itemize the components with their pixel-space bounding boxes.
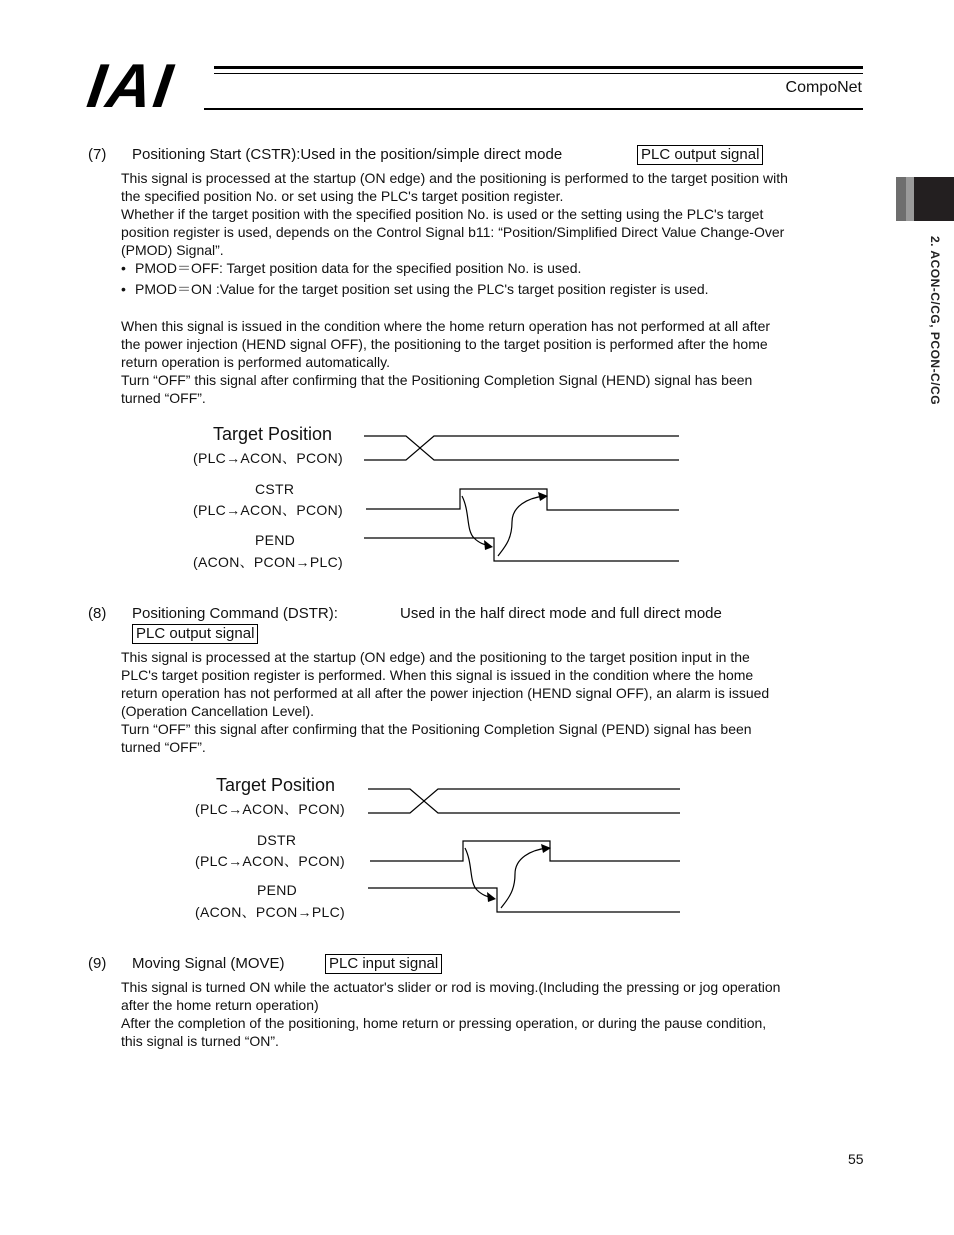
diagram-8-target-label: Target Position [216,775,336,795]
text-line: (Operation Cancellation Level). [121,703,314,719]
arrow-head [487,892,496,902]
text-line: position register is used, depends on the Control Signal b11: “Position/Simplified Direct Value Change-Over [121,224,785,240]
causality-arrow [501,848,547,908]
text-line: PLC's target position register is performed. When this signal is issued in the condition where the home [121,667,754,683]
text-line: the power injection (HEND signal OFF), the positioning to the target position is performed after the home [121,336,768,352]
section-9-para1 [121,978,780,1050]
section-8-title: Positioning Command (DSTR): [132,605,338,622]
diagram-8-target-dir: (PLC→ACON、PCON) [195,801,345,817]
text-line: Turn “OFF” this signal after confirming that the Positioning Completion Signal (PEND) signal has been [121,721,752,737]
section-8-signal-tag: PLC output signal [132,624,258,644]
bullet-text: PMOD＝OFF: Target position data for the specified position No. is used. [135,260,582,276]
section-8-number: (8) [88,605,107,622]
diagram-7-cmd-dir: (PLC→ACON、PCON) [193,502,343,518]
section-7-number: (7) [88,146,107,163]
text-line: After the completion of the positioning, home return or pressing operation, or during the pause condition, [121,1015,767,1031]
text-line: Whether if the target position with the specified position No. is used or the setting using the PLC's target [121,206,764,222]
text-line: (PMOD) Signal”. [121,242,224,258]
section-9-number: (9) [88,955,107,972]
diagram-7-resp-label: PEND [255,532,296,548]
section-8-title-mode: Used in the half direct mode and full direct mode [400,605,722,622]
bullet-text: PMOD＝ON :Value for the target position set using the PLC's target position register is used. [135,281,709,297]
diagram-8-resp-label: PEND [257,882,298,898]
diagram-7-cmd-label: CSTR [255,481,295,497]
text-line: When this signal is issued in the condition where the home return operation has not performed at all after [121,318,771,334]
pend-signal [368,888,680,912]
text-line: turned “OFF”. [121,739,206,755]
section-label: CompoNet [785,79,862,96]
diagram-8-resp-dir: (ACON、PCON→PLC) [195,904,345,920]
text-line: This signal is processed at the startup (ON edge) and the positioning to the target position input in the [121,649,750,665]
section-7-bullet-1: • PMOD＝OFF: Target position data for the specified position No. is used. [121,260,582,276]
text-line: This signal is turned ON while the actuator's slider or rod is moving.(Including the pressing or jog operation [121,979,781,995]
text-line: the specified position No. or set using the PLC's target position register. [121,188,564,204]
diagram-8-cmd-label: DSTR [257,832,297,848]
page-number: 55 [848,1151,864,1167]
section-7-signal-tag: PLC output signal [637,145,763,165]
section-7-title: Positioning Start (CSTR):Used in the position/simple direct mode [132,146,563,163]
text-line: return operation is performed automatically. [121,354,390,370]
text-line: this signal is turned “ON”. [121,1033,279,1049]
text-line: turned “OFF”. [121,390,206,406]
diagram-7-target-label: Target Position [213,424,333,444]
causality-arrow [465,848,493,898]
section-9-title: Moving Signal (MOVE) [132,955,285,972]
target-position-bus [368,801,680,813]
diagram-8-cmd-dir: (PLC→ACON、PCON) [195,853,345,869]
target-position-bus [368,789,680,801]
text-line: Turn “OFF” this signal after confirming that the Positioning Completion Signal (HEND) signal has been [121,372,753,388]
section-9-signal-tag: PLC input signal [325,954,442,974]
diagram-7-target-dir: (PLC→ACON、PCON) [193,450,343,466]
diagram-7-resp-dir: (ACON、PCON→PLC) [193,554,343,570]
dstr-signal [370,841,680,861]
text-line: This signal is processed at the startup (ON edge) and the positioning is performed to the target position with [121,170,788,186]
text-line: return operation has not performed at all after the power injection (HEND signal OFF), an alarm is issued [121,685,770,701]
iai-logo: IAI [83,52,179,121]
text-line: after the home return operation) [121,997,319,1013]
chapter-tab-label: 2. ACON-C/CG, PCON-C/CG [928,236,942,406]
section-7-bullet-2: • PMOD＝ON :Value for the target position set using the PLC's target position register is used. [121,281,709,297]
